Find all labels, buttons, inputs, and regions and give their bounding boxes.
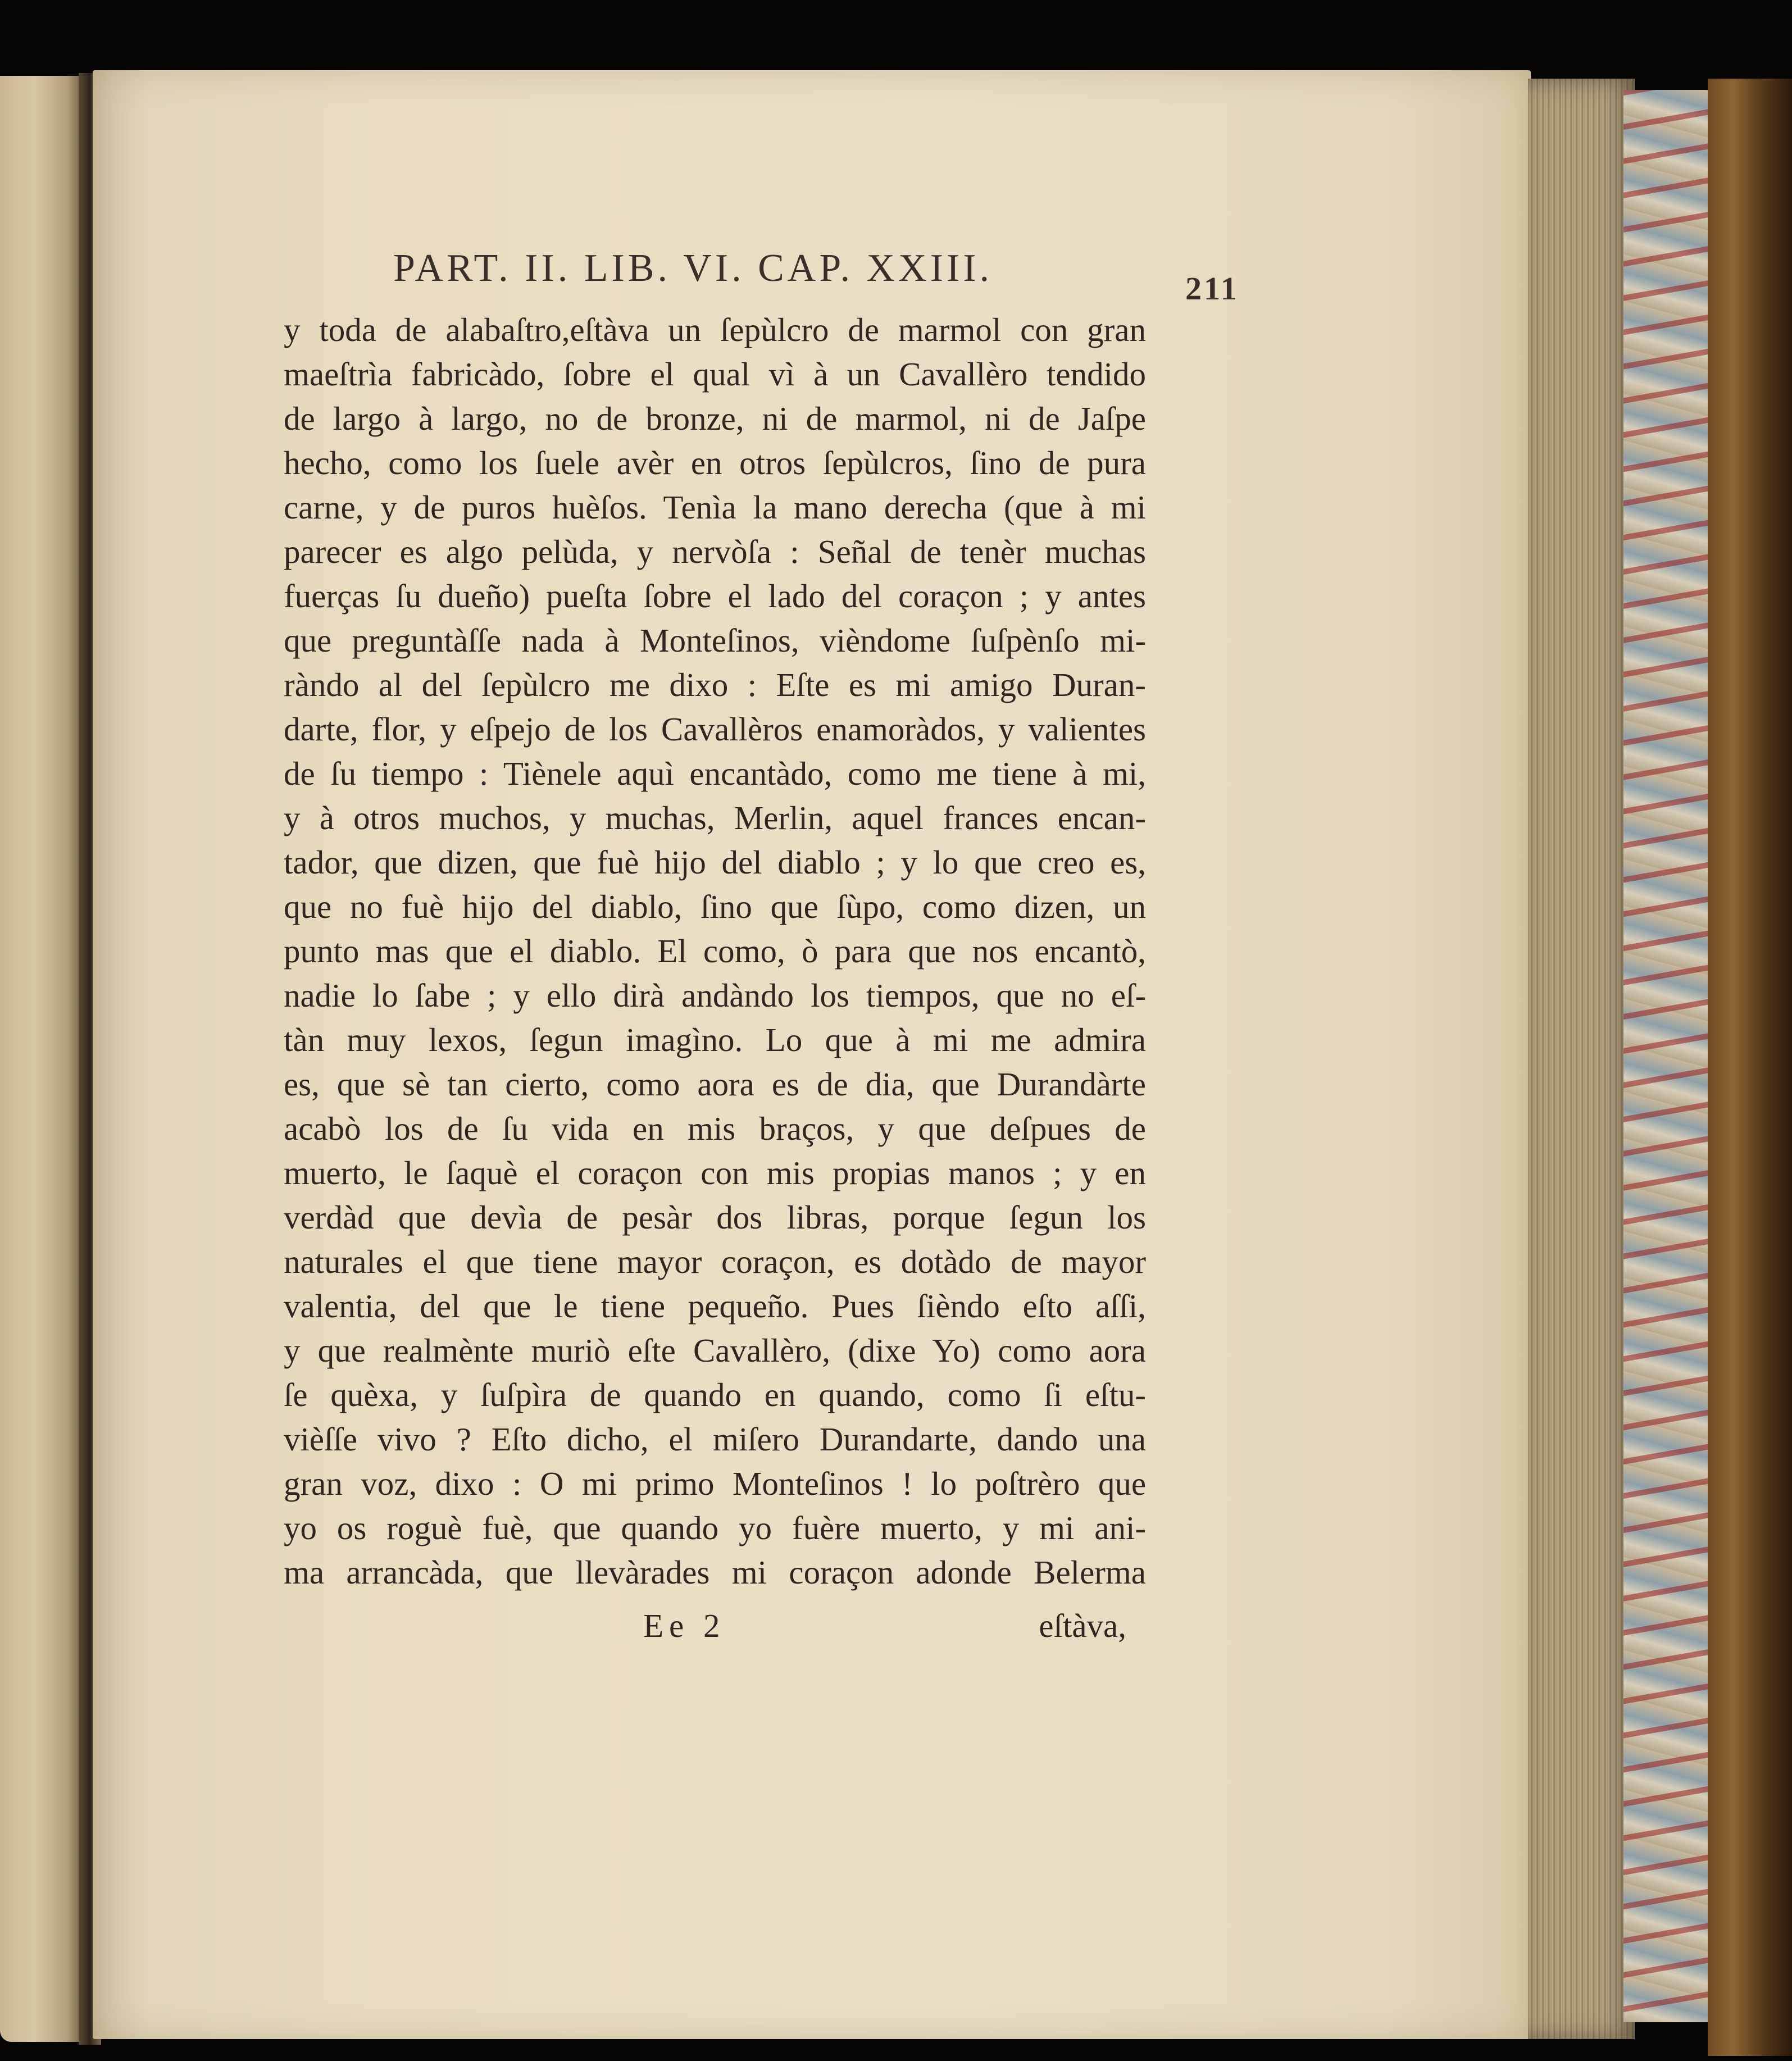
text-line: tador, que dizen, que fuè hijo del diablo ; y lo que creo es, (284, 844, 1146, 881)
text-line: ſe quèxa, y ſuſpìra de quando en quando, como ſi eſtu- (284, 1376, 1146, 1413)
text-line: valentia, del que le tiene pequeño. Pues ſièndo eſto aſſi, (284, 1287, 1146, 1325)
text-line: y que realmènte muriò eſte Cavallèro, (dixe Yo) como aora (284, 1332, 1146, 1369)
text-line: y toda de alabaſtro,eſtàva un ſepùlcro de marmol con gran (284, 311, 1146, 348)
text-line: parecer es algo pelùda, y nervòſa : Señal de tenèr muchas (284, 533, 1146, 570)
page-edges (1528, 79, 1635, 2039)
text-line: muerto, le ſaquè el coraçon con mis propias manos ; y en (284, 1154, 1146, 1191)
text-line: vièſſe vivo ? Eſto dicho, el miſero Durandarte, dando una (284, 1421, 1146, 1458)
text-line: punto mas que el diablo. El como, ò para que nos encantò, (284, 932, 1146, 970)
running-head: PART. II. LIB. VI. CAP. XXIII. (393, 247, 993, 290)
text-line: tàn muy lexos, ſegun imagìno. Lo que à mi me admira (284, 1021, 1146, 1058)
text-line: es, que sè tan cierto, como aora es de dia, que Durandàrte (284, 1066, 1146, 1103)
text-line: de largo à largo, no de bronze, ni de marmol, ni de Jaſpe (284, 400, 1146, 437)
text-line: acabò los de ſu vida en mis braços, y que deſpues de (284, 1110, 1146, 1147)
text-line: carne, y de puros huèſos. Tenìa la mano derecha (que à mi (284, 489, 1146, 526)
text-line: que no fuè hijo del diablo, ſino que ſùpo, como dizen, un (284, 888, 1146, 925)
text-line: verdàd que devìa de pesàr dos libras, porque ſegun los (284, 1199, 1146, 1236)
text-line: darte, flor, y eſpejo de los Cavallèros enamoràdos, y valientes (284, 711, 1146, 748)
page-number: 211 (1185, 270, 1239, 307)
text-line: y à otros muchos, y muchas, Merlin, aquel frances encan- (284, 799, 1146, 836)
text-line: yo os roguè fuè, que quando yo fuère muerto, y mi ani- (284, 1509, 1146, 1546)
body-text (284, 308, 1146, 1595)
text-line: fuerças ſu dueño) pueſta ſobre el lado del coraçon ; y antes (284, 577, 1146, 615)
catchline (284, 1604, 1126, 1648)
text-line: maeſtrìa fabricàdo, ſobre el qual vì à un Cavallèro tendido (284, 356, 1146, 393)
leather-binding (1708, 79, 1792, 2056)
text-line: que preguntàſſe nada à Monteſinos, vièndome ſuſpènſo mi- (284, 622, 1146, 659)
text-line: ràndo al del ſepùlcro me dixo : Eſte es mi amigo Duran- (284, 666, 1146, 703)
text-line: hecho, como los ſuele avèr en otros ſepùlcros, ſino de pura (284, 444, 1146, 481)
text-line: de ſu tiempo : Tiènele aquì encantàdo, como me tiene à mi, (284, 755, 1146, 792)
text-line: ma arrancàda, que llevàrades mi coraçon adonde Belerma (284, 1554, 1146, 1591)
signature-mark: Ee 2 (643, 1607, 726, 1644)
text-line: naturales el que tiene mayor coraçon, es dotàdo de mayor (284, 1243, 1146, 1280)
text-line: gran voz, dixo : O mi primo Monteſinos ! lo poſtrèro que (284, 1465, 1146, 1502)
catchword: eſtàva, (1039, 1607, 1126, 1644)
text-line: nadie lo ſabe ; y ello dirà andàndo los tiempos, que no eſ- (284, 977, 1146, 1014)
previous-page-edge (0, 76, 84, 2042)
